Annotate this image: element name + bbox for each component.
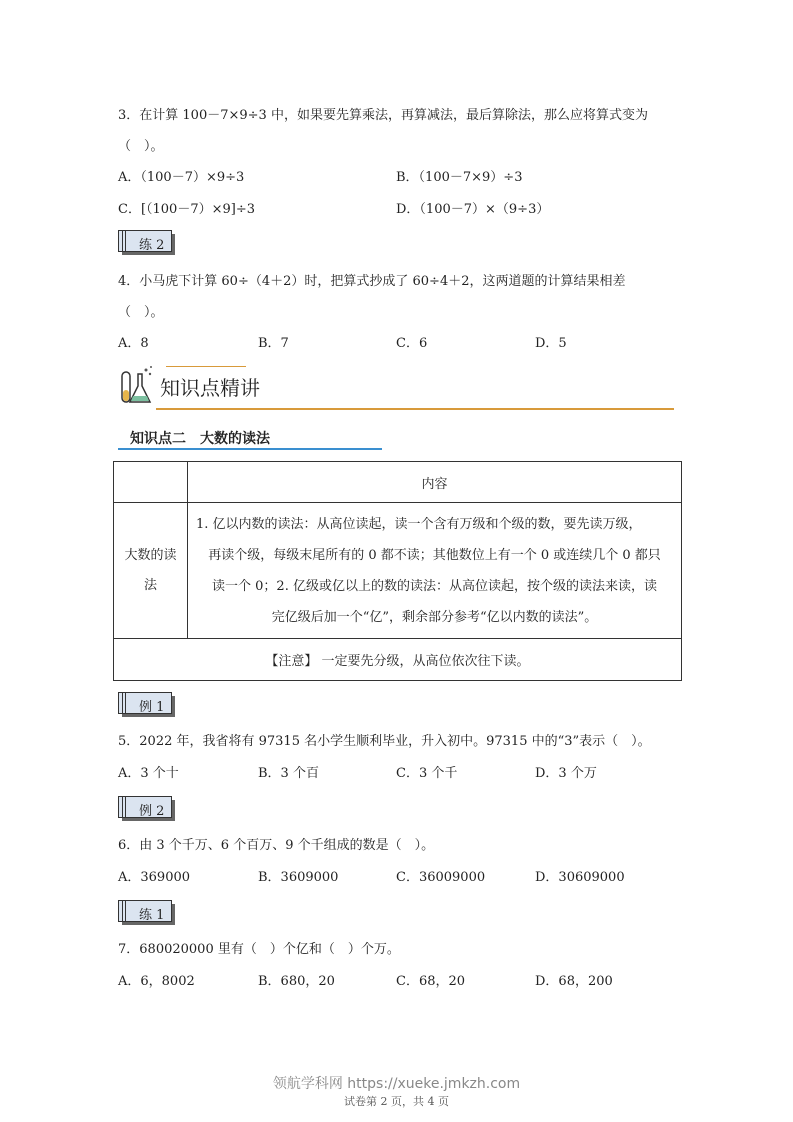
q7-option-b: B．680，20 [258, 974, 335, 989]
table-row-label-text: 大数的读法 [124, 547, 177, 593]
q5-stem: 5．2022 年，我省将有 97315 名小学生顺利毕业，升入初中。97315 中的“3”表示（ ）。 [118, 734, 651, 749]
practice-2-label: 练 2 [139, 238, 165, 253]
q5-option-b: B．3 个百 [258, 766, 319, 781]
table-corner-cell [114, 462, 188, 503]
q4-stem: 4．小马虎下计算 60÷（4＋2）时，把算式抄成了 60÷4＋2，这两道题的计算结果相差 [118, 274, 626, 289]
q4-blank: （ ）。 [118, 305, 164, 320]
example-2-label: 例 2 [139, 804, 165, 819]
q6-option-a: A．369000 [118, 870, 191, 885]
q6-option-b: B．3609000 [258, 870, 339, 885]
q5-option-d: D．3 个万 [535, 766, 597, 781]
practice-2-tag [118, 230, 172, 252]
q6-option-d: D．30609000 [535, 870, 625, 885]
practice-1-tag [118, 900, 172, 922]
practice-1-label: 练 1 [139, 908, 165, 923]
q3-stem: 3．在计算 100－7×9÷3 中，如果要先算乘法，再算减法，最后算除法，那么应将算式变为 [118, 108, 648, 123]
section-header [118, 362, 674, 410]
table-content-line-1: 1. 亿以内数的读法：从高位读起，读一个含有万级和个级的数，要先读万级， [196, 516, 642, 532]
example-1-tag [118, 692, 172, 714]
knowledge-table [113, 461, 682, 681]
example-1-label: 例 1 [139, 700, 165, 715]
q3-option-a: A．（100－7）×9÷3 [118, 170, 245, 185]
table-content-line-2: 再读个级，每级末尾所有的 0 都不读；其他数位上有一个 0 或连续几个 0 都只 [208, 547, 661, 563]
q3-blank: （ ）。 [118, 139, 164, 154]
lab-flask-icon [118, 364, 158, 408]
q4-option-d: D．5 [535, 336, 567, 351]
q4-option-c: C．6 [396, 336, 428, 351]
table-content-line-3: 读一个 0；2. 亿级或亿以上的数的读法：从高位读起，按个级的读法来读，读 [212, 578, 657, 594]
q5-option-a: A．3 个十 [118, 766, 179, 781]
q6-option-c: C．36009000 [396, 870, 486, 885]
table-note: 【注意】 一定要先分级，从高位依次往下读。 [114, 639, 682, 681]
table-header-content: 内容 [188, 462, 682, 503]
q3-option-c: C．[（100－7）×9]÷3 [118, 202, 256, 217]
example-2-tag [118, 796, 172, 818]
q6-stem: 6．由 3 个千万、6 个百万、9 个千组成的数是（ ）。 [118, 838, 435, 853]
table-content-line-4: 完亿级后加一个“亿”，剩余部分参考“亿以内数的读法”。 [271, 609, 598, 625]
knowledge-point-title: 知识点二 大数的读法 [130, 431, 270, 447]
footer-watermark: 领航学科网 https://xueke.jmkzh.com [272, 1076, 521, 1092]
knowledge-point-heading [118, 426, 382, 450]
q4-option-a: A．8 [118, 336, 149, 351]
q7-option-a: A．6，8002 [118, 974, 195, 989]
q7-option-c: C．68，20 [396, 974, 466, 989]
q4-option-b: B．7 [258, 336, 289, 351]
q3-option-b: B．（100－7×9）÷3 [396, 170, 523, 185]
table-content-cell [188, 503, 682, 639]
table-row-label [114, 503, 188, 639]
q7-option-d: D．68，200 [535, 974, 613, 989]
q3-option-d: D．（100－7）×（9÷3） [396, 202, 550, 217]
q7-stem: 7．680020000 里有（ ）个亿和（ ）个万。 [118, 942, 400, 957]
page-number: 试卷第 2 页，共 4 页 [344, 1095, 449, 1108]
section-title: 知识点精讲 [160, 376, 260, 400]
q5-option-c: C．3 个千 [396, 766, 458, 781]
